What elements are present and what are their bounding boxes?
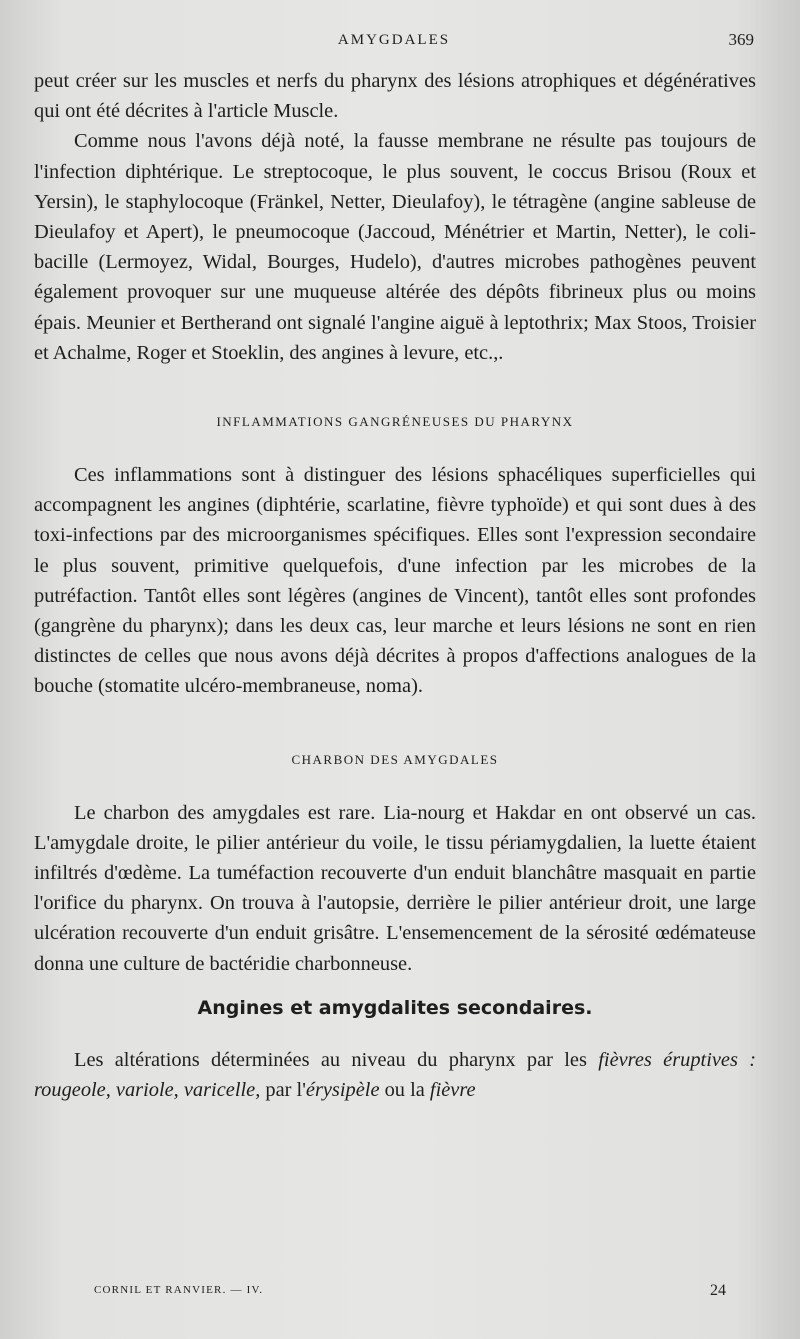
paragraph-continued: peut créer sur les muscles et nerfs du pharynx des lésions atrophiques et dégénératives qui ont été décrites à l'article Muscle. xyxy=(34,70,756,123)
paragraph-angines-secondaires xyxy=(34,1045,756,1105)
paragraph-gangreneuses: Ces inflammations sont à distinguer des lésions sphacéliques superficielles qui accompagnent les angines (diphtérie, scarlatine, fièvre typhoïde) et qui sont dues à des toxi-infections par des microorganismes spécifiques. Elles sont l'expression secondaire le plus souvent, primitive quelquefois, d'une infection par les microbes de la putréfaction. Tantôt elles sont légères (angines de Vincent), tantôt elles sont profondes (gangrène du pharynx); dans les deux cas, leur marche et leurs lésions ne sont en rien distinctes de celles que nous avons déjà décrites à propos d'affections analogues de la bouche (stomatite ulcéro-membraneuse, noma). xyxy=(34,464,756,698)
text-segment: par l' xyxy=(260,1079,306,1102)
text-segment: Les altérations déterminées au niveau du pharynx par les xyxy=(74,1048,599,1071)
section-heading-gangreneuses: INFLAMMATIONS GANGRÉNEUSES DU PHARYNX xyxy=(216,414,574,430)
italic-segment: érysipèle xyxy=(305,1079,380,1102)
page-footer xyxy=(94,1284,726,1304)
section-heading-charbon: CHARBON DES AMYGDALES xyxy=(291,751,499,767)
major-heading-angines-secondaires: Angines et amygdalites secondaires. xyxy=(197,996,593,1019)
running-title: AMYGDALES xyxy=(337,32,451,48)
signature-number: 24 xyxy=(710,1282,726,1299)
running-head xyxy=(34,30,754,54)
paragraph-fausse-membrane: Comme nous l'avons déjà noté, la fausse membrane ne résulte pas toujours de l'infection diphtérique. Le streptocoque, le plus souvent, le coccus Brisou (Roux et Yersin), le staphylocoque (Fränkel, Netter, Dieulafoy), le tétragène (angine sableuse de Dieulafoy et Apert), le pneumocoque (Jaccoud, Ménétrier et Martin, Netter), le coli-bacille (Lermoyez, Widal, Bourges, Hudelo), d'autres microbes pathogènes peuvent également provoquer sur une muqueuse altérée des dépôts fibrineux plus ou moins épais. Meunier et Bertherand ont signalé l'angine aiguë à leptothrix; Max Stoos, Troisier et Achalme, Roger et Stoeklin, des angines à levure, etc.,. xyxy=(34,130,756,364)
italic-segment: fièvre xyxy=(429,1079,476,1102)
body-text xyxy=(34,66,756,1105)
text-segment: ou la xyxy=(379,1079,430,1102)
printer-signature: CORNIL ET RANVIER. — IV. xyxy=(94,1284,264,1296)
page-number: 369 xyxy=(728,30,754,49)
paragraph-charbon: Le charbon des amygdales est rare. Lia-nourg et Hakdar en ont observé un cas. L'amygdale droite, le pilier antérieur du voile, le tissu périamygdalien, la luette étaient infiltrés d'œdème. La tuméfaction recouverte d'un enduit blanchâtre masquait en partie l'orifice du pharynx. On trouva à l'autopsie, derrière le pilier antérieur droit, une large ulcération recouverte d'un enduit grisâtre. L'ensemencement de la sérosité œdémateuse donna une culture de bactéridie charbonneuse. xyxy=(34,801,756,975)
italic-segment: fièvres éruptives : rougeole, variole, varicelle, xyxy=(34,1048,756,1102)
